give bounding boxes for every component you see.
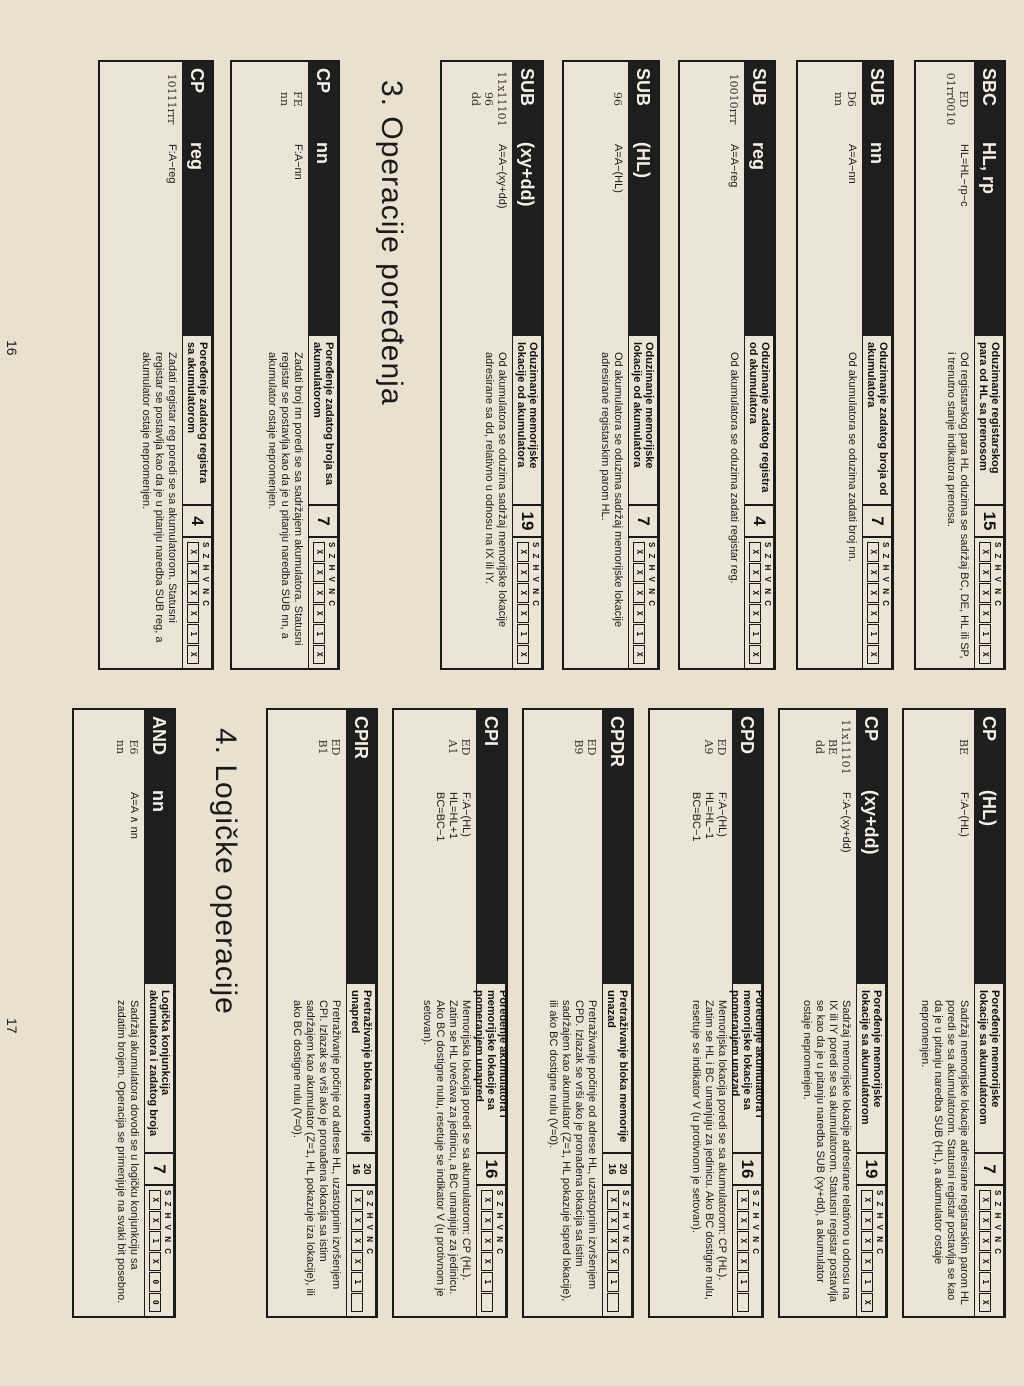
expression	[546, 784, 598, 992]
entry-title: Oduzimanje zadatog registra od akumulatora	[745, 336, 773, 504]
entry-title: Pretraživanje bloka memorije unapred	[347, 984, 375, 1152]
page-number: 16	[4, 340, 20, 356]
flag-v: X	[749, 604, 761, 624]
flag-s: X	[187, 542, 199, 562]
flags-box	[745, 536, 773, 668]
entry-sub-reg	[678, 60, 776, 670]
description: Pretraživanje počinje od adrese HL, uzastopnim izvršenjem CPD. Izlazak se vrši ako je pronađena lokacija sa istim sadržajem kao akumulator (Z=1, HL pokazuje ispred lokacije), ili ako BC dostigne nulu (V=0).	[547, 1000, 598, 1302]
flag-s: X	[607, 1190, 619, 1210]
flag-n: 1	[517, 624, 529, 644]
flag-s: X	[861, 1190, 873, 1210]
flag-z: X	[737, 1211, 749, 1231]
mnemonic: AND	[149, 716, 170, 755]
cycle-count: 7	[145, 1152, 173, 1184]
flag-s: X	[633, 542, 645, 562]
entry-and-nn	[72, 708, 176, 1318]
flag-n: 1	[481, 1272, 493, 1292]
opcode: BE	[957, 738, 970, 756]
opcode: ED 01rr0010	[944, 72, 970, 126]
flag-n: 1	[351, 1272, 363, 1292]
expression: A=A−(xy+dd)	[496, 144, 508, 209]
page-17	[4, 698, 1006, 1386]
flag-n: 1	[749, 624, 761, 644]
flag-h: X	[979, 1231, 991, 1251]
cycle-count: 20 16	[603, 1152, 631, 1184]
flag-v: X	[313, 604, 325, 624]
flag-c	[481, 1293, 493, 1313]
flag-s: X	[749, 542, 761, 562]
flag-h: X	[861, 1231, 873, 1251]
cycle-count: 7	[629, 504, 657, 536]
flag-n: 1	[607, 1272, 619, 1292]
flags-box	[975, 536, 1003, 668]
flag-names: S Z H V N C	[495, 1190, 504, 1257]
flag-c	[737, 1293, 749, 1313]
expression: F:A−(xy+dd)	[840, 792, 852, 853]
cycle-count: 4	[183, 504, 211, 536]
entry-cpi	[392, 708, 508, 1318]
flag-z: X	[867, 563, 879, 583]
entry-cp-xy-dd	[778, 708, 888, 1318]
mnemonic: SUB	[867, 68, 888, 107]
flag-names: S Z H V N C	[327, 542, 336, 609]
description: Memorijska lokacija poredi se sa akumulatorom: CP (HL). Zatim se HL uvećava za jedinicu, a BC umanjuje za jedinicu. Ako BC dostigne nulu, resetuje se indikator V (u protivnom je setovan).	[421, 1000, 472, 1297]
mnemonic: CP	[187, 68, 208, 94]
entry-title: Oduzimanje registarskog para od HL sa prenosom	[975, 336, 1003, 504]
entry-title: Logička konjunkcija akumulatora i zadatog broja	[145, 984, 173, 1152]
cycle-count: 7	[863, 504, 891, 536]
mnemonic: SUB	[749, 68, 770, 107]
flag-names: S Z H V N C	[621, 1190, 630, 1257]
expression: A=A ∧ nn	[128, 792, 140, 839]
operand: reg	[187, 142, 208, 171]
flag-c: X	[867, 645, 879, 665]
flag-names: S Z H V N C	[875, 1190, 884, 1257]
flag-z: X	[481, 1211, 493, 1231]
description: Od registarskog para HL oduzima se sadržaj BC, DE, HL ili SP, i trenutno stanje indikatora prenosa.	[945, 352, 970, 659]
page-number: 17	[4, 1018, 20, 1034]
flag-n: 1	[187, 624, 199, 644]
section-title: 4. Logičke operacije	[209, 728, 242, 1015]
flag-h: X	[633, 583, 645, 603]
cycle-count: 19	[513, 504, 541, 536]
flag-n: 1	[979, 624, 991, 644]
flag-s: X	[979, 542, 991, 562]
flag-s: X	[737, 1190, 749, 1210]
entry-title: Oduzimanje zadatog broja od akumulatora	[863, 336, 891, 504]
flag-s: X	[351, 1190, 363, 1210]
flag-c: X	[313, 645, 325, 665]
description: Sadržaj memorijske lokacije adresirane registarskim parom HL poredi se sa akumulatorom. Statusni registar postavlja se kao da je u pitanju naredba SUB (HL), a akumulator ostaje nepromenjen.	[919, 1000, 970, 1305]
flag-h: X	[481, 1231, 493, 1251]
flag-h: X	[607, 1231, 619, 1251]
flag-h: X	[517, 583, 529, 603]
operand: (xy+dd)	[517, 142, 538, 207]
flag-s: X	[867, 542, 879, 562]
opcode: 11x11101 BE dd	[813, 719, 852, 775]
opcode: ED A1	[446, 738, 472, 756]
flag-n: 1	[313, 624, 325, 644]
flags-box	[629, 536, 657, 668]
flag-h: X	[979, 583, 991, 603]
flag-n: 1	[867, 624, 879, 644]
flag-s: X	[979, 1190, 991, 1210]
operand: nn	[867, 142, 888, 164]
expression: A=A−(HL)	[612, 144, 624, 193]
flag-n: 1	[737, 1272, 749, 1292]
flag-c: X	[979, 645, 991, 665]
description: Pretraživanje počinje od adrese HL, uzastopnim izvršenjem CPI. Izlazak se vrši ako je pronađena lokacija sa istim sadržajem kao akumulator (Z=1, HL pokazuje iza lokacije), ili ako BC dostigne nulu (V=0).	[291, 1000, 342, 1296]
description: Sadržaj memorijske lokacije adresirane relativno u odnosu na IX ili IY poredi se sa akumulatorom. Statusni registar postavlja se kao da je u pitanju naredba SUB (xy+dd), a akumulator ostaje nepromenjen.	[801, 1000, 852, 1302]
flag-z: X	[607, 1211, 619, 1231]
mnemonic: CPIR	[351, 716, 372, 760]
operand: (HL)	[633, 142, 654, 178]
description: Sadržaj akumulatora dovodi se u logičku konjunkciju sa zadatim brojem. Operacija se primenjuje na svaki bit posebno.	[115, 1000, 140, 1304]
mnemonic: CPDR	[607, 716, 628, 768]
operand: HL, rp	[979, 142, 1000, 194]
flag-v: X	[979, 604, 991, 624]
flag-s: X	[149, 1190, 161, 1210]
flag-v: X	[633, 604, 645, 624]
entry-cp-reg	[98, 60, 214, 670]
entry-title: Poređenje akumulatora i memorijske lokacije sa pomeranjem unazad	[733, 984, 761, 1152]
entry-cp-hl	[902, 708, 1006, 1318]
flag-names: S Z H V N C	[881, 542, 890, 609]
flag-z: X	[979, 1211, 991, 1231]
cycle-count: 7	[309, 504, 337, 536]
expression: F:A−nn	[292, 144, 304, 180]
flag-z: X	[187, 563, 199, 583]
opcode: 10010rrr	[727, 73, 740, 125]
flag-h: X	[351, 1231, 363, 1251]
description: Zadati registar reg poredi se sa akumulatorom. Statusni registar se postavlja kao da je u pitanju naredba SUB reg, a akumulator ostaje nepromenjen.	[140, 352, 178, 643]
expression: HL=HL−rp−c	[958, 144, 970, 207]
entry-title: Oduzimanje memorijske lokacije od akumulatora	[513, 336, 541, 504]
flag-z: X	[861, 1211, 873, 1231]
flags-box	[975, 1184, 1003, 1316]
flag-c: X	[517, 645, 529, 665]
mnemonic: CPD	[737, 716, 758, 755]
flag-h: X	[749, 583, 761, 603]
expression: F:A−(HL) HL=HL+1 BC=BC−1	[434, 792, 472, 842]
flag-names: S Z H V N C	[365, 1190, 374, 1257]
section-title: 3. Operacije poređenja	[375, 80, 408, 406]
flag-s: X	[481, 1190, 493, 1210]
flag-c	[607, 1293, 619, 1313]
flags-box	[145, 1184, 173, 1316]
expression	[290, 784, 342, 992]
flag-z: X	[979, 563, 991, 583]
mnemonic: CP	[313, 68, 334, 94]
flag-v: X	[351, 1252, 363, 1272]
cycle-count: 15	[975, 504, 1003, 536]
flag-v: X	[737, 1252, 749, 1272]
mnemonic: CP	[861, 716, 882, 742]
description: Od akumulatora se oduzima sadržaj memorijske lokacije adresirane sa dd, relativno u odnosu na IX ili IY.	[483, 352, 508, 628]
expression: F:A−(HL)	[958, 792, 970, 837]
flags-box	[863, 536, 891, 668]
flag-n: 0	[149, 1272, 161, 1292]
flag-s: X	[313, 542, 325, 562]
flag-h: X	[737, 1231, 749, 1251]
flags-box	[513, 536, 541, 668]
mnemonic: CPI	[481, 716, 502, 747]
entry-cpd	[648, 708, 764, 1318]
flag-names: S Z H V N C	[531, 542, 540, 609]
flag-names: S Z H V N C	[201, 542, 210, 609]
flag-c: X	[633, 645, 645, 665]
flag-names: S Z H V N C	[163, 1190, 172, 1257]
opcode: ED B1	[316, 738, 342, 756]
expression: F:A−reg	[166, 144, 178, 184]
flags-box	[477, 1184, 505, 1316]
flag-c: 0	[149, 1293, 161, 1313]
opcode: 11x11101 96 dd	[469, 71, 508, 127]
entry-cpdr	[522, 708, 634, 1318]
flag-h: X	[313, 583, 325, 603]
operand: reg	[749, 142, 770, 171]
flag-s: X	[517, 542, 529, 562]
entry-sub-hl	[562, 60, 660, 670]
entry-title: Poređenje zadatog registra sa akumulatorom	[183, 336, 211, 504]
flag-z: X	[633, 563, 645, 583]
description: Od akumulatora se oduzima zadati registar reg.	[728, 352, 740, 584]
flag-names: S Z H V N C	[763, 542, 772, 609]
flag-h: X	[187, 583, 199, 603]
flag-n: 1	[633, 624, 645, 644]
flag-v: X	[867, 604, 879, 624]
flag-n: 1	[979, 1272, 991, 1292]
flag-z: X	[351, 1211, 363, 1231]
mnemonic: SUB	[633, 68, 654, 107]
description: Zadati broj nn poredi se sa sadržajem akumulatora. Statusni registar se postavlja kao da je u pitanju naredba SUB nn, a akumulator ostaje nepromenjen.	[266, 352, 304, 646]
flag-c: X	[979, 1293, 991, 1313]
cycle-count: 7	[975, 1152, 1003, 1184]
flag-z: X	[517, 563, 529, 583]
flags-box	[309, 536, 337, 668]
entry-title: Pretraživanje bloka memorije unazad	[603, 984, 631, 1152]
operand: nn	[149, 790, 170, 812]
flags-box	[857, 1184, 885, 1316]
expression: A=A−nn	[846, 144, 858, 184]
operand: (HL)	[979, 790, 1000, 826]
flags-box	[733, 1184, 761, 1316]
mnemonic: CP	[979, 716, 1000, 742]
flag-h: X	[867, 583, 879, 603]
entry-title: Poređenje memorijske lokacije sa akumulatorom	[857, 984, 885, 1152]
operand: nn	[313, 142, 334, 164]
cycle-count: 16	[733, 1152, 761, 1184]
cycle-count: 16	[477, 1152, 505, 1184]
flag-n: 1	[861, 1272, 873, 1292]
entry-title: Oduzimanje memorijske lokacije od akumulatora	[629, 336, 657, 504]
flag-names: S Z H V N C	[751, 1190, 760, 1257]
flag-h: 1	[149, 1231, 161, 1251]
flag-v: X	[607, 1252, 619, 1272]
flags-box	[347, 1184, 375, 1316]
flag-names: S Z H V N C	[993, 542, 1002, 609]
operand: (xy+dd)	[861, 790, 882, 855]
page-16	[4, 0, 1006, 690]
opcode: D6 nn	[832, 91, 858, 107]
description: Od akumulatora se oduzima sadržaj memorijske lokacije adresirané registarskim parom HL.	[599, 352, 624, 628]
flag-z: X	[149, 1211, 161, 1231]
entry-cp-nn	[230, 60, 340, 670]
flag-v: X	[481, 1252, 493, 1272]
entry-title: Poređenje akumulatora i memorijske lokacije sa pomeranjem unapred	[477, 984, 505, 1152]
flag-c	[351, 1293, 363, 1313]
flag-c: X	[187, 645, 199, 665]
entry-title: Poređenje memorijske lokacije sa akumulatorom	[975, 984, 1003, 1152]
expression: F:A−(HL) HL=HL−1 BC=BC−1	[690, 792, 728, 842]
flag-c: X	[749, 645, 761, 665]
flag-z: X	[749, 563, 761, 583]
opcode: ED A9	[702, 738, 728, 756]
flags-box	[603, 1184, 631, 1316]
cycle-count: 19	[857, 1152, 885, 1184]
flag-c: X	[861, 1293, 873, 1313]
description: Od akumulatora se oduzima zadati broj nn.	[846, 352, 858, 562]
opcode: ED B9	[572, 738, 598, 756]
flag-names: S Z H V N C	[993, 1190, 1002, 1257]
flag-names: S Z H V N C	[647, 542, 656, 609]
opcode: E6 nn	[114, 739, 140, 755]
opcode: 10111rrr	[165, 73, 178, 125]
description: Memorijska lokacija poredi se sa akumulatorom: CP (HL). Zatim se HL i BC umanjuju za jedinicu. Ako BC dostigne nulu, resetuje se indikator V (u protivnom je setovan).	[690, 1000, 728, 1300]
flag-v: X	[517, 604, 529, 624]
entry-title: Poređenje zadatog broja sa akumulatorom	[309, 336, 337, 504]
flag-z: X	[313, 563, 325, 583]
entry-sub-nn	[796, 60, 894, 670]
mnemonic: SBC	[979, 68, 1000, 107]
mnemonic: SUB	[517, 68, 538, 107]
flag-v: X	[979, 1252, 991, 1272]
flags-box	[183, 536, 211, 668]
flag-v: X	[187, 604, 199, 624]
cycle-count: 4	[745, 504, 773, 536]
flag-v: X	[861, 1252, 873, 1272]
entry-cpir	[266, 708, 378, 1318]
opcode: 96	[611, 92, 624, 106]
entry-sub-xy-dd	[440, 60, 544, 670]
expression: A=A−reg	[728, 144, 740, 188]
entry-sbc-hl-rp	[914, 60, 1006, 670]
flag-v: X	[149, 1252, 161, 1272]
cycle-count: 20 16	[347, 1152, 375, 1184]
opcode: FE nn	[278, 91, 304, 107]
